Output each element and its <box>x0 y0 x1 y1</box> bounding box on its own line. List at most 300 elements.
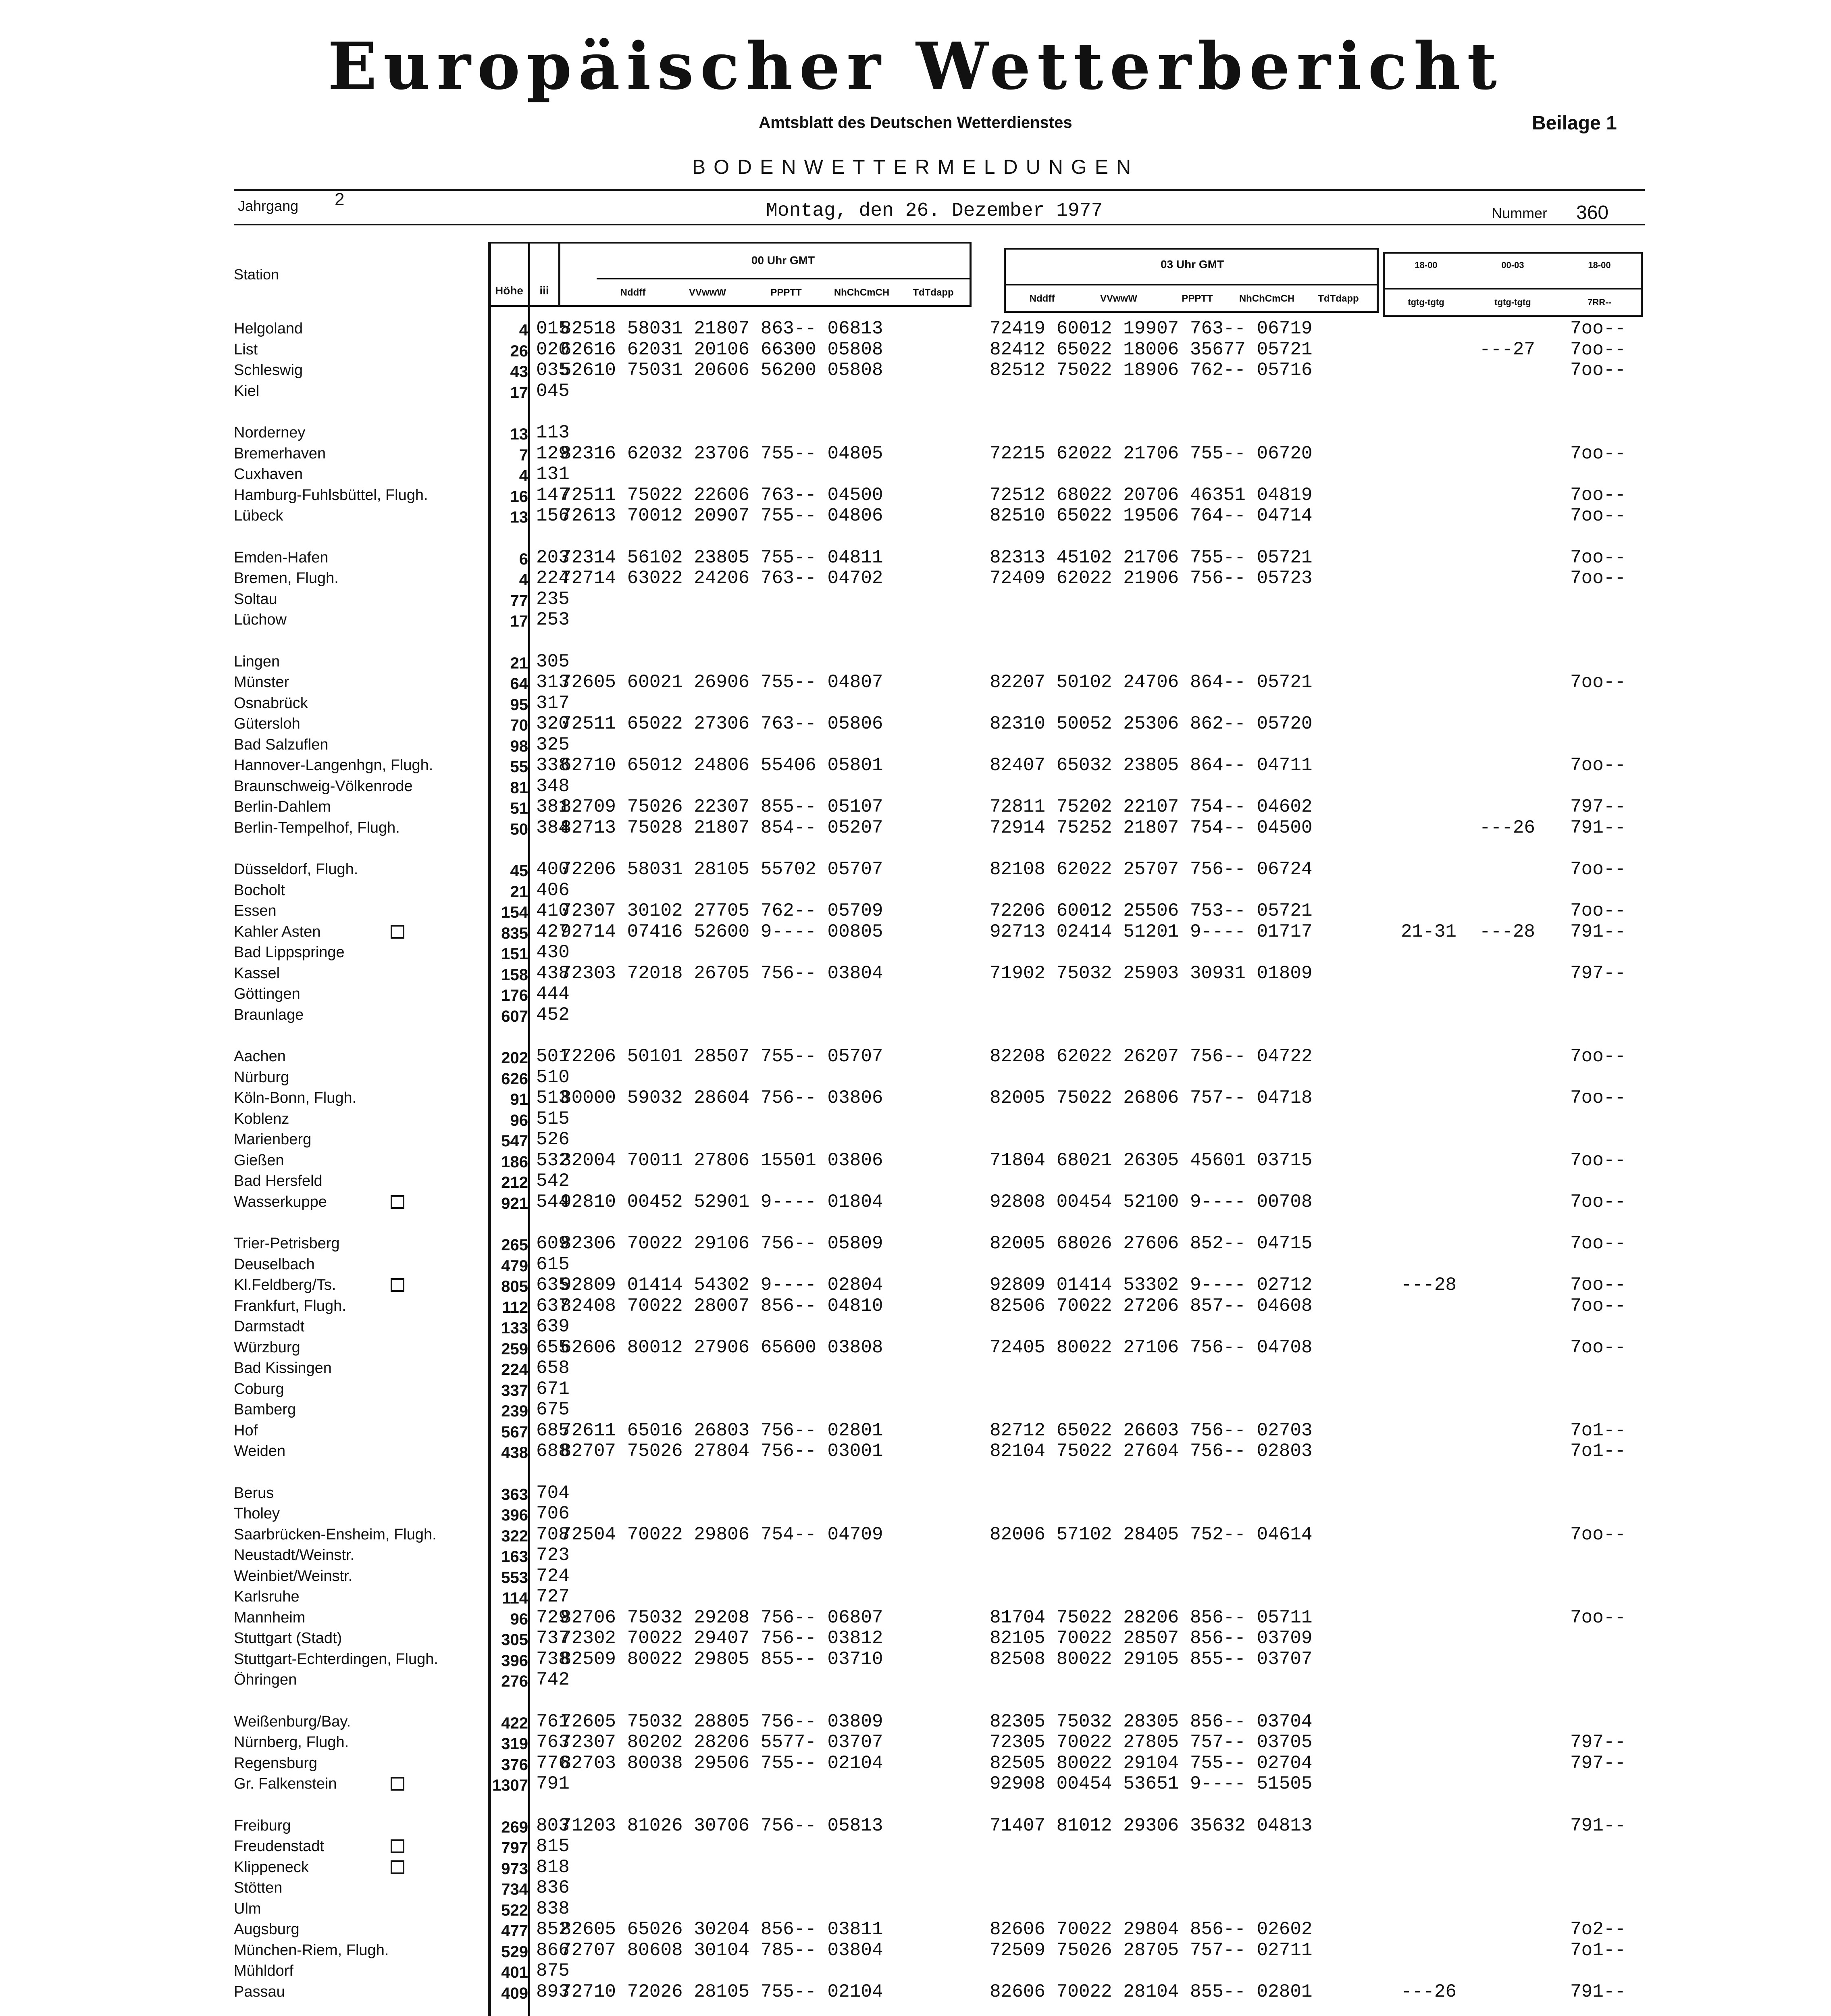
station-name <box>234 1524 437 1545</box>
col-header-00-3: NhChCmCH <box>834 287 890 298</box>
obs-03-gmt: 71407 81012 29306 35632 04813 <box>990 1815 1313 1836</box>
col-header-extra-bottom-1: tgtg-tgtg <box>1494 297 1531 307</box>
iii-value: 515 <box>536 1108 570 1129</box>
obs-03-gmt: 82407 65032 23805 864-- 04711 <box>990 755 1313 776</box>
station-name <box>234 1067 289 1087</box>
station-label: Osnabrück <box>234 694 308 712</box>
obs-03-gmt: 72512 68022 20706 46351 04819 <box>990 484 1313 506</box>
station-label: Würzburg <box>234 1339 300 1356</box>
hoehe-value: 376 <box>501 1756 528 1774</box>
iii-value: 704 <box>536 1482 570 1504</box>
station-name <box>234 1608 305 1628</box>
obs-00-gmt: 62616 62031 20106 66300 05808 <box>560 339 883 360</box>
station-label: List <box>234 341 258 358</box>
obs-00-gmt: 72303 72018 26705 756-- 03804 <box>560 962 883 984</box>
extra-1: ---28 <box>1401 1275 1457 1295</box>
iii-value: 671 <box>536 1378 570 1400</box>
obs-03-gmt: 72305 70022 27805 757-- 03705 <box>990 1732 1313 1753</box>
obs-00-gmt: 72605 75032 28805 756-- 03809 <box>560 1711 883 1732</box>
station-label: Berus <box>234 1484 274 1502</box>
obs-00-gmt: 62606 80012 27906 65600 03808 <box>560 1337 883 1358</box>
station-label: Weinbiet/Weinstr. <box>234 1567 353 1585</box>
station-name <box>234 1441 285 1461</box>
hoehe-value: 43 <box>510 363 528 381</box>
obs-03-gmt: 72419 60012 19907 763-- 06719 <box>990 318 1313 339</box>
box-extra-bottom <box>1383 315 1643 317</box>
station-name <box>234 360 303 380</box>
iii-value: 313 <box>536 672 570 693</box>
extra-rr: 797-- <box>1570 1732 1626 1753</box>
iii-value: 737 <box>536 1628 570 1649</box>
iii-value: 836 <box>536 1877 570 1898</box>
iii-value: 893 <box>536 1981 570 2002</box>
station-name <box>234 1919 300 1939</box>
extra-rr: 791-- <box>1570 817 1626 838</box>
station-label: Tholey <box>234 1505 280 1522</box>
extra-rr: 7o1-- <box>1570 1420 1626 1441</box>
extra-rr: 7oo-- <box>1570 900 1626 921</box>
station-label: Marienberg <box>234 1131 312 1148</box>
iii-value: 045 <box>536 380 570 402</box>
station-label: Soltau <box>234 590 277 608</box>
extra-rr: 7o2-- <box>1570 1919 1626 1940</box>
station-name <box>234 1982 285 2002</box>
iii-value: 866 <box>536 1939 570 1961</box>
extra-2: ---27 <box>1479 339 1536 360</box>
obs-00-gmt: 72710 72026 28105 755-- 02104 <box>560 1981 883 2002</box>
iii-value: 235 <box>536 588 570 610</box>
station-name <box>234 1566 352 1586</box>
station-name <box>234 1504 280 1524</box>
col-header-extra-bottom-2: 7RR-- <box>1588 297 1611 307</box>
station-name <box>234 1275 336 1295</box>
station-name <box>234 1857 309 1877</box>
hoehe-value: 401 <box>501 1964 528 1981</box>
iii-value: 438 <box>536 962 570 984</box>
iii-value: 635 <box>536 1275 570 1295</box>
obs-00-gmt: 82306 70022 29106 756-- 05809 <box>560 1233 883 1254</box>
hoehe-value: 224 <box>501 1361 528 1379</box>
hoehe-value: 13 <box>510 508 528 526</box>
extra-rr: 7oo-- <box>1570 1295 1626 1316</box>
extra-rr: 7oo-- <box>1570 339 1626 360</box>
hoehe-value: 4 <box>519 467 528 485</box>
extra-1: 21-31 <box>1401 921 1457 942</box>
hoehe-value: 81 <box>510 779 528 797</box>
iii-value: 035 <box>536 360 570 381</box>
hoehe-value: 973 <box>501 1860 528 1878</box>
obs-03-gmt: 72811 75202 22107 754-- 04602 <box>990 796 1313 817</box>
hoehe-value: 522 <box>501 1901 528 1919</box>
issue-date: Montag, den 26. Dezember 1977 <box>766 200 1103 222</box>
obs-03-gmt: 72914 75252 21807 754-- 04500 <box>990 817 1313 838</box>
iii-value: 317 <box>536 692 570 714</box>
hoehe-value: 921 <box>501 1194 528 1212</box>
extra-rr: 7oo-- <box>1570 1150 1626 1171</box>
station-label: Hannover-Langenhgn, Flugh. <box>234 757 433 774</box>
obs-00-gmt: 72605 60021 26906 755-- 04807 <box>560 672 883 693</box>
iii-value: 452 <box>536 1004 570 1025</box>
hoehe-value: 567 <box>501 1423 528 1441</box>
station-label: Hamburg-Fuhlsbüttel, Flugh. <box>234 486 428 504</box>
obs-03-gmt: 82412 65022 18006 35677 05721 <box>990 339 1313 360</box>
station-label: Helgoland <box>234 320 303 337</box>
obs-03-gmt: 82508 80022 29105 855-- 03707 <box>990 1648 1313 1670</box>
station-name <box>234 672 289 692</box>
iii-value: 020 <box>536 339 570 360</box>
station-label: Wasserkuppe <box>234 1193 327 1210</box>
obs-03-gmt: 82310 50052 25306 862-- 05720 <box>990 713 1313 734</box>
iii-value: 637 <box>536 1295 570 1316</box>
station-name <box>234 1649 438 1669</box>
open-square-icon <box>391 1860 404 1874</box>
hoehe-value: 77 <box>510 591 528 610</box>
iii-value: 129 <box>536 443 570 464</box>
obs-00-gmt: 72707 80608 30104 785-- 03804 <box>560 1939 883 1961</box>
iii-value: 776 <box>536 1752 570 1774</box>
station-label: Weißenburg/Bay. <box>234 1713 351 1730</box>
iii-value: 147 <box>536 484 570 506</box>
obs-00-gmt: 72611 65016 26803 756-- 02801 <box>560 1420 883 1441</box>
hoehe-value: 529 <box>501 1943 528 1961</box>
extra-rr: 7oo-- <box>1570 1046 1626 1067</box>
station-label: Öhringen <box>234 1671 297 1688</box>
hoehe-value: 154 <box>501 904 528 921</box>
station-label: Augsburg <box>234 1921 300 1938</box>
col-header-03-0: Nddff <box>1029 293 1055 304</box>
obs-03-gmt: 82505 80022 29104 755-- 02704 <box>990 1752 1313 1774</box>
station-name <box>234 1046 286 1066</box>
col-header-03-3: NhChCmCH <box>1239 293 1295 304</box>
station-name <box>234 1774 337 1794</box>
station-label: Regensburg <box>234 1754 318 1772</box>
hoehe-value: 212 <box>501 1174 528 1191</box>
obs-03-gmt: 72215 62022 21706 755-- 06720 <box>990 443 1313 464</box>
station-name <box>234 818 400 838</box>
station-label: Braunlage <box>234 1006 304 1023</box>
hoehe-value: 438 <box>501 1444 528 1462</box>
iii-value: 655 <box>536 1337 570 1358</box>
iii-value: 510 <box>536 1066 570 1088</box>
obs-03-gmt: 72206 60012 25506 753-- 05721 <box>990 900 1313 921</box>
iii-value: 156 <box>536 505 570 526</box>
station-label: Nürnberg, Flugh. <box>234 1734 349 1751</box>
hoehe-value: 322 <box>501 1527 528 1545</box>
hoehe-value: 1307 <box>492 1776 528 1794</box>
iii-value: 501 <box>536 1046 570 1067</box>
hoehe-value: 396 <box>501 1652 528 1670</box>
extra-rr: 7oo-- <box>1570 443 1626 464</box>
extra-rr: 7oo-- <box>1570 547 1626 568</box>
station-name <box>234 963 280 983</box>
station-label: Mühldorf <box>234 1962 293 1979</box>
iii-value: 791 <box>536 1773 570 1794</box>
station-name <box>234 589 277 609</box>
iii-value: 320 <box>536 713 570 734</box>
jahrgang-value: 2 <box>335 190 345 209</box>
col-header-00gmt: 00 Uhr GMT <box>751 254 815 267</box>
hoehe-value: 50 <box>510 820 528 838</box>
station-label: Essen <box>234 902 277 919</box>
open-square-icon <box>391 925 404 939</box>
station-label: Bad Salzuflen <box>234 736 329 753</box>
station-label: Göttingen <box>234 985 300 1002</box>
col-header-extra-top-1: 00-03 <box>1501 260 1524 270</box>
box00-sub <box>597 278 970 279</box>
col-header-03-4: TdTdapp <box>1318 293 1359 304</box>
station-name <box>234 776 413 796</box>
station-name <box>234 1628 342 1648</box>
iii-value: 325 <box>536 734 570 755</box>
col-header-extra-top-0: 18-00 <box>1415 260 1438 270</box>
station-label: Kahler Asten <box>234 923 321 940</box>
hoehe-value: 797 <box>501 1839 528 1857</box>
iii-value: 875 <box>536 1960 570 1981</box>
iii-value: 348 <box>536 775 570 797</box>
station-label: Cuxhaven <box>234 466 303 483</box>
station-label: Gütersloh <box>234 715 300 732</box>
iii-value: 381 <box>536 796 570 817</box>
station-label: Köln-Bonn, Flugh. <box>234 1089 357 1106</box>
obs-03-gmt: 82005 68026 27606 852-- 04715 <box>990 1233 1313 1254</box>
open-square-icon <box>391 1278 404 1292</box>
obs-03-gmt: 82207 50102 24706 864-- 05721 <box>990 672 1313 693</box>
extra-rr: 7o1-- <box>1570 1441 1626 1462</box>
iii-value: 113 <box>536 422 570 443</box>
box-extra-top <box>1383 252 1643 254</box>
obs-03-gmt: 82606 70022 28104 855-- 02801 <box>990 1981 1313 2002</box>
station-label: Bremerhaven <box>234 445 326 462</box>
iii-value: 708 <box>536 1524 570 1545</box>
station-label: Bad Hersfeld <box>234 1173 323 1189</box>
station-name <box>234 1940 389 1960</box>
station-name <box>234 797 331 817</box>
obs-00-gmt: 92810 00452 52901 9---- 01804 <box>560 1191 883 1212</box>
station-label: Nürburg <box>234 1068 289 1086</box>
col-header-00-1: VVwwW <box>689 287 726 298</box>
obs-03-gmt: 82506 70022 27206 857-- 04608 <box>990 1295 1313 1316</box>
box00-right <box>970 242 972 306</box>
vline-hoehe-right <box>528 242 530 2016</box>
station-label: Stuttgart-Echterdingen, Flugh. <box>234 1650 438 1668</box>
obs-00-gmt: 82713 75028 21807 854-- 05207 <box>560 817 883 838</box>
obs-00-gmt: 32004 70011 27806 15501 03806 <box>560 1150 883 1171</box>
station-name <box>234 444 326 464</box>
station-name <box>234 548 328 568</box>
station-label: Bocholt <box>234 881 285 899</box>
hoehe-value: 186 <box>501 1153 528 1171</box>
iii-value: 427 <box>536 921 570 942</box>
iii-value: 203 <box>536 547 570 568</box>
station-label: Stötten <box>234 1879 283 1896</box>
obs-03-gmt: 72405 80022 27106 756-- 04708 <box>990 1337 1313 1358</box>
iii-value: 513 <box>536 1087 570 1108</box>
page-title: Europäischer Wetterbericht <box>328 28 1503 104</box>
station-name <box>234 381 259 401</box>
hoehe-value: 202 <box>501 1049 528 1067</box>
nummer-label: Nummer <box>1492 205 1548 221</box>
obs-03-gmt: 72509 75026 28705 757-- 02711 <box>990 1939 1313 1961</box>
box03-bottom <box>1004 311 1379 313</box>
obs-00-gmt: 72307 80202 28206 5577- 03707 <box>560 1732 883 1753</box>
obs-00-gmt: 72314 56102 23805 755-- 04811 <box>560 547 883 568</box>
obs-03-gmt: 82105 70022 28507 856-- 03709 <box>990 1628 1313 1649</box>
iii-value: 639 <box>536 1316 570 1337</box>
col-header-03-2: PPPTT <box>1182 293 1213 304</box>
station-label: Berlin-Tempelhof, Flugh. <box>234 819 400 836</box>
station-name <box>234 1483 274 1503</box>
station-name <box>234 1088 356 1108</box>
box03-right <box>1377 248 1379 312</box>
iii-value: 815 <box>536 1836 570 1857</box>
station-name <box>234 1192 327 1212</box>
obs-00-gmt: 82408 70022 28007 856-- 04810 <box>560 1295 883 1316</box>
iii-value: 544 <box>536 1191 570 1212</box>
station-name <box>234 1816 291 1836</box>
station-label: Bamberg <box>234 1401 296 1418</box>
box-extra-right <box>1641 252 1643 317</box>
station-label: Münster <box>234 674 289 691</box>
station-label: Emden-Hafen <box>234 549 329 566</box>
station-label: Gießen <box>234 1152 284 1169</box>
iii-value: 406 <box>536 879 570 901</box>
extra-rr: 791-- <box>1570 921 1626 942</box>
hoehe-value: 114 <box>502 1589 528 1607</box>
station-label: Mannheim <box>234 1609 306 1626</box>
iii-value: 738 <box>536 1648 570 1670</box>
nummer-value: 360 <box>1576 202 1609 223</box>
station-name <box>234 1836 324 1856</box>
station-label: Saarbrücken-Ensheim, Flugh. <box>234 1526 437 1543</box>
iii-value: 131 <box>536 464 570 485</box>
station-label: Freiburg <box>234 1817 291 1834</box>
iii-value: 761 <box>536 1711 570 1732</box>
obs-00-gmt: 72511 65022 27306 763-- 05806 <box>560 713 883 734</box>
station-name <box>234 1337 300 1358</box>
station-label: Karlsruhe <box>234 1588 300 1605</box>
hoehe-value: 239 <box>501 1402 528 1420</box>
station-name <box>234 942 345 962</box>
station-name <box>234 901 277 921</box>
iii-value: 338 <box>536 755 570 776</box>
obs-00-gmt: 72613 70012 20907 755-- 04806 <box>560 505 883 526</box>
obs-00-gmt: 71203 81026 30706 756-- 05813 <box>560 1815 883 1836</box>
station-label: Aachen <box>234 1048 286 1065</box>
station-name <box>234 1961 293 1981</box>
extra-rr: 791-- <box>1570 1815 1626 1836</box>
station-label: Ulm <box>234 1900 261 1917</box>
iii-value: 615 <box>536 1254 570 1275</box>
hoehe-value: 409 <box>501 1984 528 2002</box>
hoehe-value: 4 <box>519 321 528 339</box>
iii-value: 015 <box>536 318 570 339</box>
station-label: Hof <box>234 1422 258 1439</box>
hoehe-value: 269 <box>501 1818 528 1836</box>
station-label: Bad Kissingen <box>234 1360 332 1377</box>
obs-03-gmt: 82108 62022 25707 756-- 06724 <box>990 859 1313 880</box>
hoehe-value: 64 <box>510 675 528 693</box>
extra-rr: 7oo-- <box>1570 1524 1626 1545</box>
obs-00-gmt: 52610 75031 20606 56200 05808 <box>560 360 883 381</box>
station-label: Darmstadt <box>234 1318 305 1335</box>
extra-2: ---28 <box>1479 921 1536 942</box>
station-name <box>234 735 329 755</box>
iii-value: 706 <box>536 1503 570 1524</box>
extra-rr: 7oo-- <box>1570 484 1626 506</box>
station-name <box>234 1171 323 1191</box>
station-name <box>234 859 358 879</box>
iii-value: 532 <box>536 1150 570 1171</box>
hoehe-value: 337 <box>501 1381 528 1400</box>
extra-2: ---26 <box>1479 817 1536 838</box>
station-label: Kiel <box>234 382 260 400</box>
station-name <box>234 1587 300 1607</box>
station-name <box>234 880 285 900</box>
col-header-00-2: PPPTT <box>770 287 802 298</box>
extra-rr: 797-- <box>1570 796 1626 817</box>
iii-value: 685 <box>536 1420 570 1441</box>
iii-value: 526 <box>536 1129 570 1150</box>
hoehe-value: 26 <box>510 342 528 360</box>
hoehe-value: 163 <box>501 1548 528 1566</box>
station-name <box>234 1899 261 1919</box>
station-name <box>234 693 308 713</box>
obs-03-gmt: 81704 75022 28206 856-- 05711 <box>990 1607 1313 1628</box>
station-label: Braunschweig-Völkenrode <box>234 777 413 795</box>
station-name <box>234 1878 282 1898</box>
station-name <box>234 984 300 1004</box>
iii-value: 742 <box>536 1669 570 1690</box>
jahrgang-label: Jahrgang <box>238 198 299 214</box>
station-name <box>234 464 303 484</box>
obs-00-gmt: 80000 59032 28604 756-- 03806 <box>560 1087 883 1108</box>
extra-rr: 7oo-- <box>1570 1087 1626 1108</box>
obs-03-gmt: 82510 65022 19506 764-- 04714 <box>990 505 1313 526</box>
extra-rr: 7oo-- <box>1570 1275 1626 1295</box>
station-label: Bad Lippspringe <box>234 944 345 961</box>
obs-03-gmt: 82305 75032 28305 856-- 03704 <box>990 1711 1313 1732</box>
station-label: Neustadt/Weinstr. <box>234 1547 355 1564</box>
obs-00-gmt: 82703 80038 29506 755-- 02104 <box>560 1752 883 1774</box>
iii-value: 675 <box>536 1399 570 1420</box>
obs-00-gmt: 82706 75032 29208 756-- 06807 <box>560 1607 883 1628</box>
station-label: Passau <box>234 1983 285 2000</box>
iii-value: 542 <box>536 1170 570 1191</box>
obs-00-gmt: 72504 70022 29806 754-- 04709 <box>560 1524 883 1545</box>
iii-value: 818 <box>536 1856 570 1878</box>
station-label: Berlin-Dahlem <box>234 798 331 815</box>
station-name <box>234 755 433 775</box>
obs-03-gmt: 92908 00454 53651 9---- 51505 <box>990 1773 1313 1794</box>
station-name <box>234 568 339 588</box>
iii-value: 658 <box>536 1358 570 1379</box>
station-name <box>234 1712 351 1732</box>
station-name <box>234 652 280 672</box>
station-name <box>234 1753 317 1773</box>
extra-rr: 797-- <box>1570 1752 1626 1774</box>
iii-value: 253 <box>536 609 570 630</box>
station-label: München-Riem, Flugh. <box>234 1941 389 1959</box>
extra-rr: 7oo-- <box>1570 1233 1626 1254</box>
station-label: Frankfurt, Flugh. <box>234 1297 346 1314</box>
obs-00-gmt: 72206 58031 28105 55702 05707 <box>560 859 883 880</box>
station-label: Lingen <box>234 653 280 670</box>
station-name <box>234 1732 349 1752</box>
col-header-00-0: Nddff <box>620 287 646 298</box>
obs-00-gmt: 82316 62032 23706 755-- 04805 <box>560 443 883 464</box>
section-title: BODENWETTERMELDUNGEN <box>692 156 1139 178</box>
hoehe-value: 158 <box>501 966 528 984</box>
